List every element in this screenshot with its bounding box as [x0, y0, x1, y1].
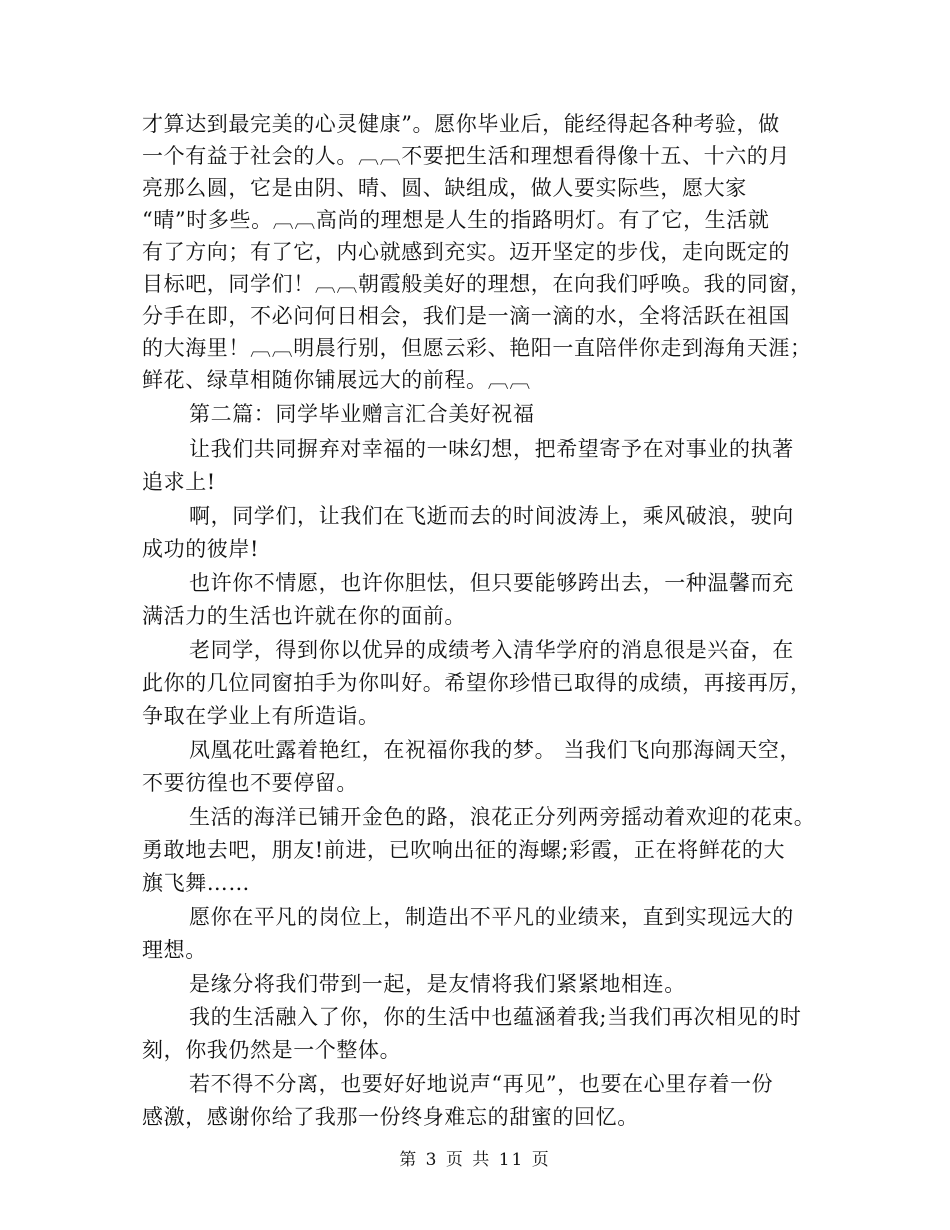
text-line: 老同学，得到你以优异的成绩考入清华学府的消息很是兴奋，在: [189, 638, 794, 662]
text-line: 勇敢地去吧，朋友!前进，已吹响出征的海螺;彩霞，正在将鲜花的大: [142, 838, 786, 862]
text-line: 也许你不情愿，也许你胆怯，但只要能够跨出去，一种温馨而充: [189, 571, 794, 595]
text-line: 凤凰花吐露着艳红，在祝福你我的梦。 当我们飞向那海阔天空，: [189, 738, 802, 762]
text-line: 成功的彼岸!: [142, 537, 260, 561]
text-line: 鲜花、绿草相随你铺展远大的前程。︹︹: [142, 368, 531, 392]
text-line: 追求上!: [142, 470, 216, 494]
text-line: 愿你在平凡的岗位上，制造出不平凡的业绩来，直到实现远大的: [189, 905, 794, 929]
text-line: 是缘分将我们带到一起，是友情将我们紧紧地相连。: [189, 972, 686, 996]
text-line: 目标吧，同学们！︹︹朝霞般美好的理想，在向我们呼唤。我的同窗，: [142, 272, 812, 296]
text-line: 理想。: [142, 938, 207, 962]
text-line: 若不得不分离，也要好好地说声“再见”，也要在心里存着一份: [189, 1072, 774, 1096]
page-number-footer: 第 3 页 共 11 页: [399, 1150, 551, 1170]
text-line: 我的生活融入了你，你的生活中也蕴涵着我;当我们再次相见的时: [189, 1005, 802, 1029]
text-line: 此你的几位同窗拍手为你叫好。希望你珍惜已取得的成绩，再接再厉，: [142, 671, 812, 695]
text-line: 一个有益于社会的人。︹︹不要把生活和理想看得像十五、十六的月: [142, 144, 790, 168]
text-line: 旗飞舞……: [142, 871, 250, 895]
text-line: 感激，感谢你给了我那一份终身难忘的甜蜜的回忆。: [142, 1105, 639, 1129]
text-line: “晴”时多些。︹︹高尚的理想是人生的指路明灯。有了它，生活就: [142, 208, 770, 232]
text-line: 有了方向；有了它，内心就感到充实。迈开坚定的步伐，走向既定的: [142, 240, 790, 264]
text-line: 啊，同学们，让我们在飞逝而去的时间波涛上，乘风破浪，驶向: [189, 504, 794, 528]
text-line: 生活的海洋已铺开金色的路，浪花正分列两旁摇动着欢迎的花束。: [189, 805, 816, 829]
text-line: 刻，你我仍然是一个整体。: [142, 1038, 402, 1062]
text-line: 亮那么圆，它是由阴、晴、圆、缺组成，做人要实际些，愿大家: [142, 176, 747, 200]
text-line: 让我们共同摒弃对幸福的一味幻想，把希望寄予在对事业的执著: [189, 437, 794, 461]
text-line: 不要彷徨也不要停留。: [142, 771, 358, 795]
text-line: 分手在即，不必问何日相会，我们是一滴一滴的水，全将活跃在祖国: [142, 304, 790, 328]
section-heading: 第二篇：同学毕业赠言汇合美好祝福: [189, 402, 535, 426]
text-line: 的大海里！︹︹明晨行别，但愿云彩、艳阳一直陪伴你走到海角天涯；: [142, 336, 812, 360]
text-line: 才算达到最完美的心灵健康”。愿你毕业后，能经得起各种考验，做: [142, 112, 780, 136]
text-line: 争取在学业上有所造诣。: [142, 704, 380, 728]
text-line: 满活力的生活也许就在你的面前。: [142, 604, 466, 628]
